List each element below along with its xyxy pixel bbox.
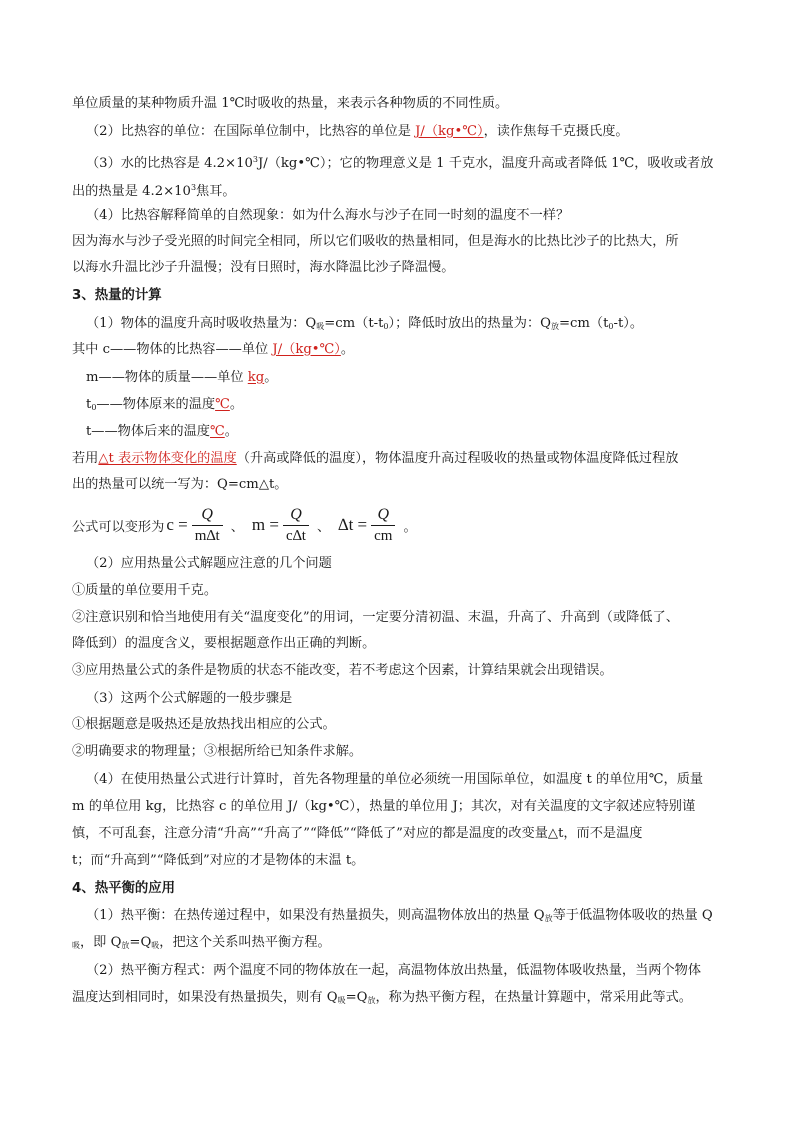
paragraph-natural-phenomenon: （4）比热容解释简单的自然现象：如为什么海水与沙子在同一时刻的温度不一样？: [86, 208, 570, 223]
list-item-cont: 降低到）的温度含义，要根据题意作出正确的判断。: [72, 636, 376, 651]
list-item: ②明确要求的物理量；③根据所给已知条件求解。: [72, 744, 363, 759]
paragraph-explanation-cont: 以海水升温比沙子升温慢；没有日照时，海水降温比沙子降温慢。: [72, 260, 455, 275]
formula-c-fraction: $\frac{Q}{m\Delta t}$: [192, 505, 223, 546]
list-item: ①质量的单位要用千克。: [72, 583, 218, 598]
list-item: ③应用热量公式的条件是物质的状态不能改变，若不考虑这个因素，计算结果就会出现错误。: [72, 663, 613, 678]
paragraph-units-note: （4）在使用热量公式进行计算时，首先各物理量的单位必须统一用国际单位，如温度 t 的单位用℃，质量: [86, 772, 704, 787]
paragraph-explanation: 因为海水与沙子受光照的时间完全相同，所以它们吸收的热量相同，但是海水的比热比沙子的比热大，所: [72, 234, 679, 249]
subheading-notes: （2）应用热量公式解题应注意的几个问题: [86, 556, 332, 571]
formula-m-lhs: m =: [251, 515, 279, 534]
paragraph-units-note-cont: m 的单位用 kg，比热容 c 的单位用 J/（kg•℃），热量的单位用 J；其次，对有关温度的文字叙述应特别谨: [72, 799, 696, 814]
paragraph-heat-balance-cont: $_吸$，即 $Q_放=Q_吸$，把这个关系叫热平衡方程。: [72, 935, 331, 950]
heading-heat-balance: 4、热平衡的应用: [72, 881, 176, 896]
unit-highlight: J/（kg•℃）: [272, 342, 341, 357]
formula-c-lhs: c =: [166, 515, 188, 534]
paragraph-water-specific-heat-cont: 出的热量是 $4.2\times 10^3$焦耳。: [72, 183, 236, 199]
unit-highlight: ℃: [215, 397, 230, 412]
list-item: ②注意识别和恰当地使用有关“温度变化”的用词，一定要分清初温、末温，升高了、升高到（或降低了、: [72, 610, 679, 625]
definition-c: 其中 c——物体的比热容——单位 J/（kg•℃）。: [72, 342, 355, 357]
subheading-steps: （3）这两个公式解题的一般步骤是: [86, 691, 293, 706]
paragraph-heat-balance-equation: （2）热平衡方程式：两个温度不同的物体放在一起，高温物体放出热量，低温物体吸收热量，当两个物体: [86, 963, 702, 978]
unit-highlight: kg: [247, 370, 265, 385]
paragraph-specific-heat-unit: （2）比热容的单位：在国际单位制中，比热容的单位是 J/（kg•℃），读作焦每千克摄氏度。: [86, 124, 629, 139]
formula-m-fraction: $\frac{Q}{c\Delta t}$: [283, 505, 309, 546]
unit-highlight: J/（kg•℃）: [415, 124, 484, 139]
paragraph-water-specific-heat: （3）水的比热容是 $4.2\times 10^3J/(kg•℃)$；它的物理意义是 1 千克水，温度升高或者降低 1℃，吸收或者放: [86, 155, 714, 171]
definition-t: t——物体后来的温度℃。: [86, 424, 238, 439]
paragraph-delta-t-cont: 出的热量可以统一写为：Q=cm△t。: [72, 477, 288, 492]
paragraph-delta-t: 若用△t 表示物体变化的温度（升高或降低的温度），物体温度升高过程吸收的热量或物体温度降低过程放: [72, 451, 679, 466]
paragraph-heat-balance: （1）热平衡：在热传递过程中，如果没有热量损失，则高温物体放出的热量 $Q_放$等于低温物体吸收的热量 Q: [86, 908, 713, 923]
paragraph-heat-formula: （1）物体的温度升高时吸收热量为：$Q_吸=cm(t-t_0)$；降低时放出的热量为：$Q_放=cm(t_0-t)$。: [86, 316, 644, 331]
paragraph-units-note-cont: t；而“升高到”“降低到”对应的才是物体的末温 t。: [72, 853, 365, 868]
formula-delta-t-lhs: ∆t =: [338, 515, 368, 534]
list-item: ①根据题意是吸热还是放热找出相应的公式。: [72, 717, 336, 732]
paragraph-intro: 单位质量的某种物质升温 1℃时吸收的热量，来表示各种物质的不同性质。: [72, 96, 509, 111]
formula-delta-t-fraction: $\frac{Q}{cm}$: [371, 505, 395, 546]
formula-rearrangements: 公式可以变形为 c = $\frac{Q}{m\Delta t}$ 、 m = $\frac{Q}{c\Delta t}$ 、 ∆t = $\frac{Q}{cm}$ 。: [72, 505, 417, 544]
definition-m: m——物体的质量——单位 kg。: [86, 370, 278, 385]
definition-t0: $t_0——$物体原来的温度℃。: [86, 397, 244, 412]
paragraph-units-note-cont: 慎，不可乱套，注意分清“升高”“升高了”“降低”“降低了”对应的都是温度的改变量△t，而不是温度: [72, 826, 643, 841]
delta-t-highlight: △t 表示物体变化的温度: [98, 451, 237, 466]
unit-highlight: ℃: [210, 424, 225, 439]
paragraph-heat-balance-equation-cont: 温度达到相同时，如果没有热量损失，则有 $Q_吸=Q_放$，称为热平衡方程，在热量计算题中，常采用此等式。: [72, 990, 692, 1005]
heading-heat-calculation: 3、热量的计算: [72, 288, 162, 303]
